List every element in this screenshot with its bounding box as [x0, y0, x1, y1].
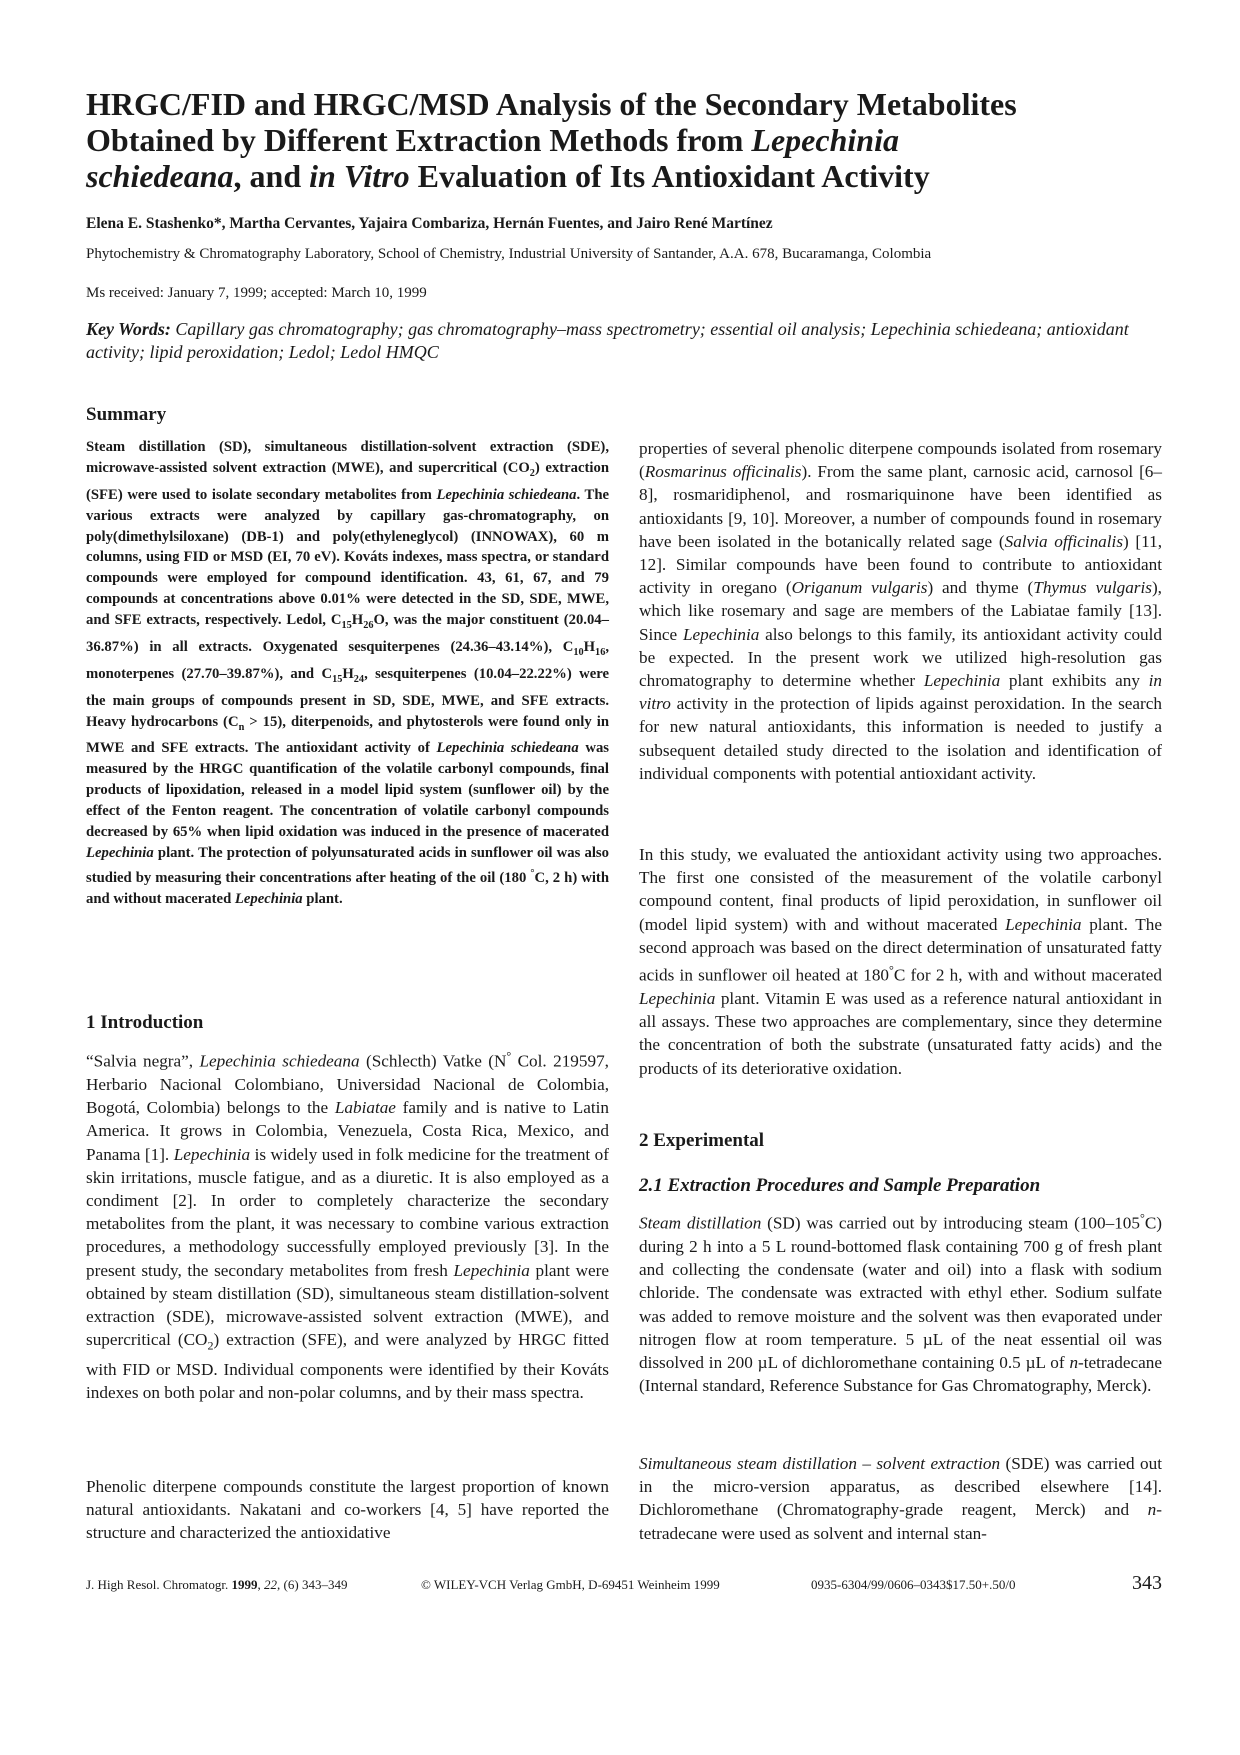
- subsection-heading: 2.1 Extraction Procedures and Sample Preparation: [639, 1175, 1041, 1196]
- steam-distillation-paragraph: Steam distillation (SD) was carried out by introducing steam (100–105°C) during 2 h into a 5 L round-bottomed flask containing 700 g of fresh plant and collecting the condensate (water and oil) into a flask with sodium chloride. The condensate was extracted with ethyl ether. Sodium sulfate was added to remove moisture and the solvent was then evaporated under nitrogen flow at room temperature. 5 µL of the neat essential oil was dissolved in 200 µL of dichloromethane containing 0.5 µL of n-tetradecane (Internal standard, Reference Substance for Gas Chromatography, Merck).: [639, 1211, 1162, 1396]
- received-dates: Ms received: January 7, 1999; accepted: March 10, 1999: [86, 285, 427, 301]
- right-paragraph-2: In this study, we evaluated the antioxidant activity using two approaches. The first one consisted of the measurement of the volatile carbonyl compound content, final products of lipid peroxidation, in sunflower oil (model lipid system) with and without macerated Lepechinia plant. The second approach was based on the direct determination of unsaturated fatty acids in sunflower oil heated at 180°C for 2 h, with and without macerated Lepechinia plant. Vitamin E was used as a reference natural antioxidant in all assays. These two approaches are complementary, since they determine the concentration of both the substrate (unsaturated fatty acids) and the products of its deteriorative oxidation.: [639, 845, 1162, 1078]
- summary-abstract: Steam distillation (SD), simultaneous distillation-solvent extraction (SDE), microwave-assisted solvent extraction (MWE), and supercritical $(CO_2)$ extraction (SFE) were used to isolate secondary metabolites from Lepechinia schiedeana. The various extracts were analyzed by capillary gas-chromatography, on poly(dimethylsiloxane) (DB-1) and poly(ethyleneglycol) (INNOWAX), 60 m columns, using FID or MSD (EI, 70 eV). Kováts indexes, mass spectra, or standard compounds were employed for compound identification. 43, 61, 67, and 79 compounds at concentrations above 0.01% were detected in the SD, SDE, MWE, and SFE extracts, respectively. Ledol, $C_{15}H_{26}O$, was the major constituent (20.04–36.87%) in all extracts. Oxygenated sesquiterpenes (24.36–43.14%), $C_{10}H_{16}$, monoterpenes (27.70–39.87%), and $C_{15}H_{24}$, sesquiterpenes (10.04–22.22%) were the main groups of compounds present in SD, SDE, MWE, and SFE extracts. Heavy hydrocarbons $(C_n > 15)$, diterpenoids, and phytosterols were found only in MWE and SFE extracts. The antioxidant activity of Lepechinia schiedeana was measured by the HRGC quantification of the volatile carbonyl compounds, final products of lipoxidation, released in a model lipid system (sunflower oil) by the effect of the Fenton reagent. The concentration of volatile carbonyl compounds decreased by 65% when lipid oxidation was induced in the presence of macerated Lepechinia plant. The protection of polyunsaturated acids in sunflower oil was also studied by measuring their concentrations after heating of the oil (180 °C, 2 h) with and without macerated Lepechinia plant.: [86, 439, 610, 907]
- copyright-notice: © WILEY-VCH Verlag GmbH, D-69451 Weinheim 1999: [421, 1577, 720, 1592]
- sde-paragraph: Simultaneous steam distillation – solvent extraction (SDE) was carried out in the micro-version apparatus, as described elsewhere [14]. Dichloromethane (Chromatography-grade reagent, Merck) and n-tetradecane were used as solvent and internal stan-: [639, 1454, 1162, 1543]
- right-paragraph-1: properties of several phenolic diterpene compounds isolated from rosemary (Rosmarinus officinalis). From the same plant, carnosic acid, carnosol [6–8], rosmaridiphenol, and rosmariquinone have been identified as antioxidants [9, 10]. Moreover, a number of compounds found in rosemary have been isolated in the botanically related sage (Salvia officinalis) [11, 12]. Similar compounds have been found to contribute to antioxidant activity in oregano (Origanum vulgaris) and thyme (Thymus vulgaris), which like rosemary and sage are members of the Labiatae family [13]. Since Lepechinia also belongs to this family, its antioxidant activity could be expected. In the present work we utilized high-resolution gas chromatography to determine whether Lepechinia plant exhibits any in vitro activity in the protection of lipids against peroxidation. In the search for new natural antioxidants, this information is needed to justify a subsequent detailed study directed to the isolation and identification of individual components with potential antioxidant activity.: [639, 439, 1163, 783]
- page-number: 343: [1132, 1572, 1162, 1594]
- author-list: Elena E. Stashenko*, Martha Cervantes, Yajaira Combariza, Hernán Fuentes, and Jairo René Martínez: [86, 215, 773, 232]
- keywords-label: Key Words:: [86, 319, 171, 339]
- keywords-text: Capillary gas chromatography; gas chromatography–mass spectrometry; essential oil analysis; Lepechinia schiedeana; antioxidant activity; lipid peroxidation; Ledol; Ledol HMQC: [86, 319, 1129, 362]
- page-footer: [86, 1572, 1162, 1595]
- introduction-paragraph-1: “Salvia negra”, Lepechinia schiedeana (Schlecth) Vatke (N° Col. 219597, Herbario Nacional Colombiano, Universidad Nacional de Colombia, Bogotá, Colombia) belongs to the Labiatae family and is native to Latin America. It grows in Colombia, Venezuela, Costa Rica, Mexico, and Panama [1]. Lepechinia is widely used in folk medicine for the treatment of skin irritations, muscle fatigue, and as a diuretic. It is also employed as a condiment [2]. In order to completely characterize the secondary metabolites from the plant, it was necessary to combine various extraction procedures, a methodology successfully employed previously [3]. In the present study, the secondary metabolites from fresh Lepechinia plant were obtained by steam distillation (SD), simultaneous steam distillation-solvent extraction (SDE), microwave-assisted solvent extraction (MWE), and supercritical $(CO_2)$ extraction (SFE), and were analyzed by HRGC fitted with FID or MSD. Individual components were identified by their Kováts indexes on both polar and non-polar columns, and by their mass spectra.: [86, 1049, 609, 1403]
- journal-citation: J. High Resol. Chromatogr. 1999, 22, (6) 343–349: [86, 1577, 348, 1592]
- issn-code: 0935-6304/99/0606–0343$17.50+.50/0: [811, 1577, 1016, 1592]
- experimental-heading: 2 Experimental: [639, 1130, 765, 1151]
- affiliation: Phytochemistry & Chromatography Laboratory, School of Chemistry, Industrial University of Santander, A.A. 678, Bucaramanga, Colombia: [86, 246, 932, 262]
- introduction-paragraph-2: Phenolic diterpene compounds constitute the largest proportion of known natural antioxidants. Nakatani and co-workers [4, 5] have reported the structure and characterized the antioxidative: [86, 1477, 609, 1543]
- introduction-heading: 1 Introduction: [86, 1012, 204, 1033]
- keywords: [86, 318, 1162, 364]
- article-title: HRGC/FID and HRGC/MSD Analysis of the Secondary Metabolites Obtained by Different Extraction Methods from Lepechinia schiedeana, and in Vitro Evaluation of Its Antioxidant Activity: [86, 86, 1017, 194]
- summary-heading: Summary: [86, 404, 167, 425]
